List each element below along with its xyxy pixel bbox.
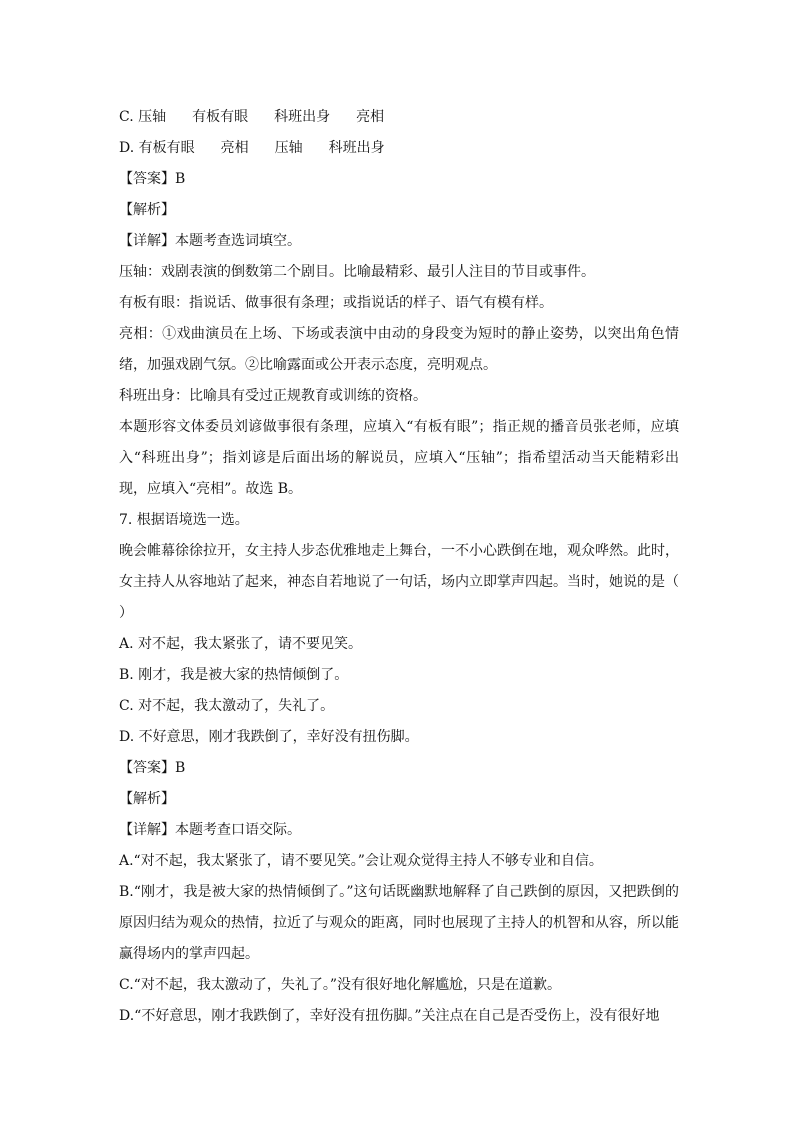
q6-option-d-word-4: 科班出身: [328, 140, 385, 156]
q6-answer: 【答案】B: [119, 171, 186, 187]
q6-def-keban: 科班出身：比喻具有受过正规教育或训练的资格。: [119, 388, 427, 404]
q6-option-c: C. 压轴 有板有眼 科班出身 亮相: [119, 109, 385, 125]
q7-option-d: D. 不好意思，刚才我跌倒了，幸好没有扭伤脚。: [119, 729, 419, 745]
q7-analysis-title: 【解析】: [119, 791, 175, 807]
q6-detail: 【详解】本题考查选词填空。: [119, 233, 301, 249]
q7-option-c: C. 对不起，我太激动了，失礼了。: [119, 698, 335, 714]
q6-explain: 本题形容文体委员刘谚做事很有条理，应填入“有板有眼”；指正规的播音员张老师，应填入“科班出身”；指刘谚是后面出场的解说员，应填入“压轴”；指希望活动当天能精彩出现，应填入“亮相”。故选 B。: [119, 419, 679, 497]
q7-answer: 【答案】B: [119, 760, 186, 776]
q6-option-c-word-2: 有板有眼: [192, 109, 249, 125]
q6-analysis-title: 【解析】: [119, 202, 175, 218]
q7-option-a: A. 对不起，我太紧张了，请不要见笑。: [119, 636, 363, 652]
q7-title: 7. 根据语境选一选。: [119, 512, 249, 528]
document-page: [119, 102, 707, 1032]
q6-option-d-word-2: 亮相: [220, 140, 249, 156]
q6-option-d: D. 有板有眼 亮相 压轴 科班出身: [119, 140, 385, 156]
q7-detail: 【详解】本题考查口语交际。: [119, 822, 301, 838]
q7-explain-a: A.“对不起，我太紧张了，请不要见笑。”会让观众觉得主持人不够专业和自信。: [119, 853, 603, 869]
q6-def-yazhou: 压轴：戏剧表演的倒数第二个剧目。比喻最精彩、最引人注目的节目或事件。: [119, 264, 595, 280]
q7-stem: 晚会帷幕徐徐拉开，女主持人步态优雅地走上舞台，一不小心跌倒在地，观众哗然。此时，女主持人从容地站了起来，神态自若地说了一句话，场内立即掌声四起。当时，她说的是（ ）: [119, 543, 707, 621]
q6-option-c-word-4: 亮相: [356, 109, 385, 125]
q7-option-b: B. 刚才，我是被大家的热情倾倒了。: [119, 667, 349, 683]
q6-option-c-word-3: 科班出身: [274, 109, 331, 125]
q6-def-liangxiang: 亮相：①戏曲演员在上场、下场或表演中由动的身段变为短时的静止姿势，以突出角色情绪，加强戏剧气氛。②比喻露面或公开表示态度，亮明观点。: [119, 326, 679, 373]
q7-explain-c: C.“对不起，我太激动了，失礼了。”没有很好地化解尴尬，只是在道歉。: [119, 977, 561, 993]
q7-explain-b: B.“刚才，我是被大家的热情倾倒了。”这句话既幽默地解释了自己跌倒的原因，又把跌倒的原因归结为观众的热情，拉近了与观众的距离，同时也展现了主持人的机智和从容，所以能赢得场内的掌声四起。: [119, 884, 679, 962]
q6-option-c-word-1: 压轴: [138, 109, 167, 125]
q6-def-youban: 有板有眼：指说话、做事很有条理；或指说话的样子、语气有模有样。: [119, 295, 553, 311]
q6-option-d-word-3: 压轴: [274, 140, 303, 156]
q7-explain-d: D.“不好意思，刚才我跌倒了，幸好没有扭伤脚。”关注点在自己是否受伤上，没有很好地: [119, 1008, 660, 1024]
q6-option-d-word-1: 有板有眼: [138, 140, 195, 156]
